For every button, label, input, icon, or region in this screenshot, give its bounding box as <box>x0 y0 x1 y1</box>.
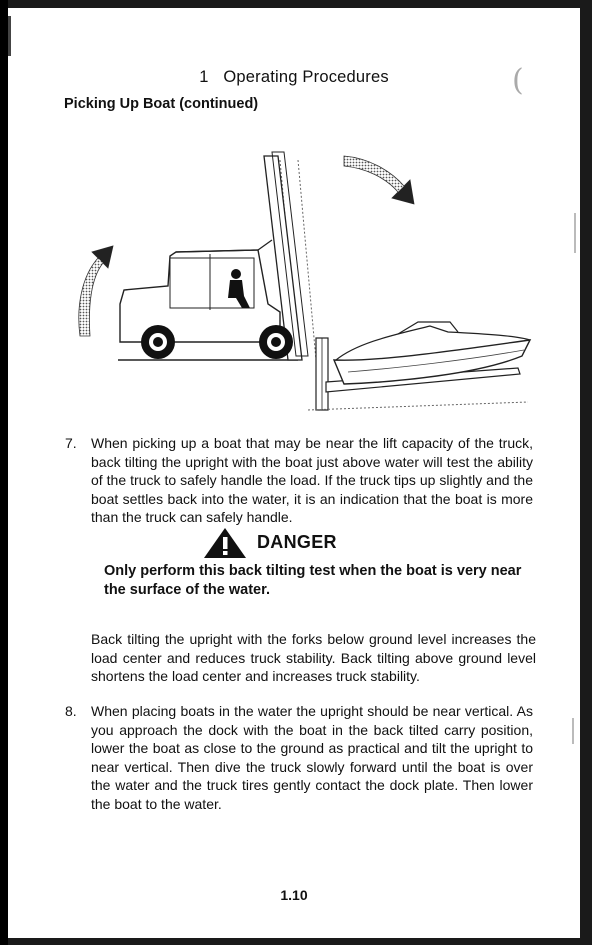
section-title: Operating Procedures <box>223 68 389 86</box>
document-page <box>8 8 580 938</box>
section-number: 1 <box>199 68 209 86</box>
step-8 <box>65 702 533 813</box>
step-7 <box>65 434 533 527</box>
step-text: When picking up a boat that may be near the lift capacity of the truck, back tilting the upright with the boat just above water will test the ability of the truck to safely handle the load. If the truck tips up slightly and the boat settles back into the water, it is an indication that the boat is more than the truck can safely handle. <box>91 435 533 525</box>
step-text: When placing boats in the water the upright should be near vertical. As you approach the dock with the boat in the back tilted carry position, lower the boat as close to the ground as practical and tilt the upright to near vertical. Then dive the truck slowly forward until the boat is over the water and the truck tires gently contact the dock plate. Then lower the boat to the water. <box>91 703 533 812</box>
step-number: 8. <box>65 703 77 719</box>
binder-hole-mark: ( <box>512 63 524 98</box>
danger-heading <box>203 527 453 559</box>
forklift-boat-illustration <box>58 146 538 414</box>
page-number: 1.10 <box>280 887 308 903</box>
scan-border <box>0 0 8 945</box>
step-number: 7. <box>65 435 77 451</box>
scan-edge-mark <box>572 718 574 744</box>
binding-mark <box>8 16 11 56</box>
danger-text: Only perform this back tilting test when the boat is very near the surface of the water. <box>104 563 522 598</box>
scan-edge-mark <box>574 213 576 253</box>
tilt-up-arrow-icon <box>79 246 113 336</box>
page-header <box>8 68 580 87</box>
warning-triangle-icon <box>203 527 247 559</box>
back-tilting-paragraph: Back tilting the upright with the forks below ground level increases the load center and reduces truck stability. Back tilting above ground level shortens the load center and increases truck stability. <box>91 631 536 684</box>
tilt-down-arrow-icon <box>344 156 414 204</box>
danger-title: DANGER <box>257 532 337 552</box>
page-subtitle: Picking Up Boat (continued) <box>64 96 259 112</box>
